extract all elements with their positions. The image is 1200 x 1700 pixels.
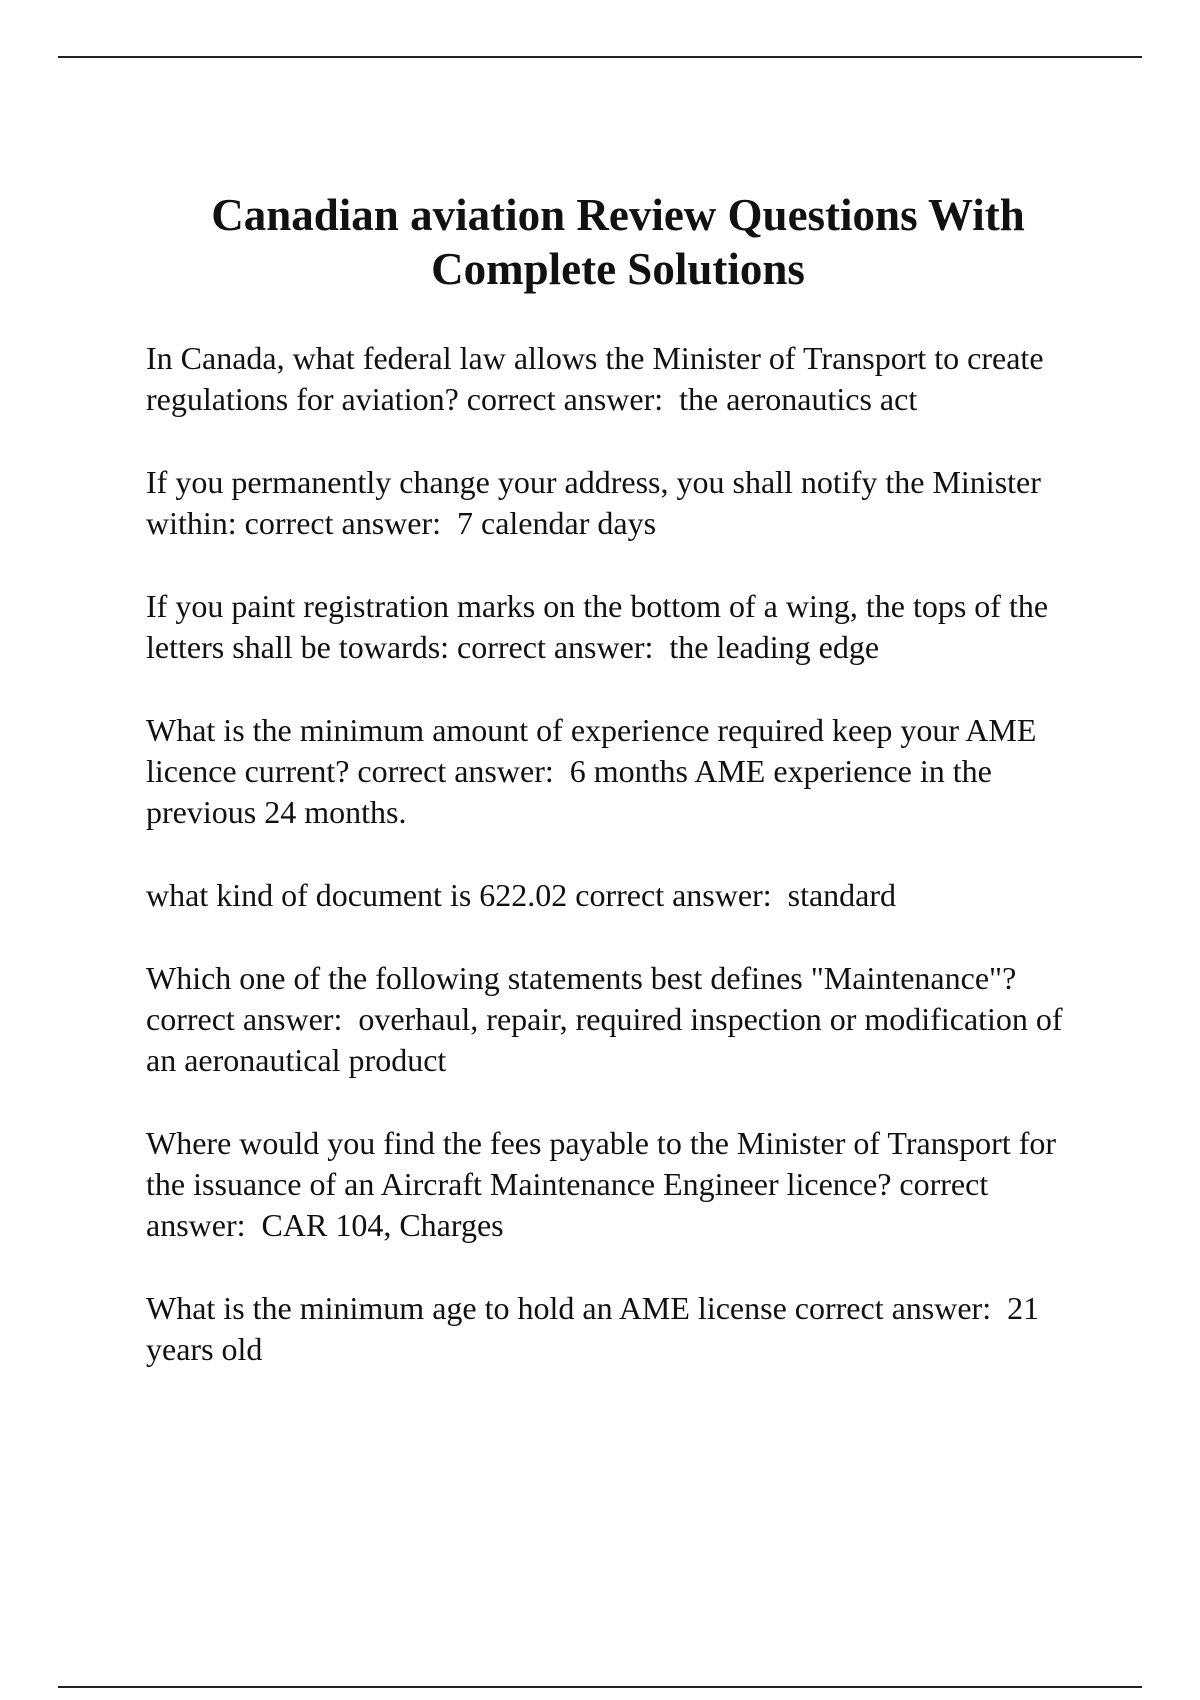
question-text: If you permanently change your address, you shall notify the Minister within: (146, 464, 1041, 541)
answer-text: the leading edge (669, 629, 880, 665)
answer-text: the aeronautics act (679, 381, 918, 417)
answer-text: 21 years old (146, 1290, 1040, 1367)
question-text: What is the minimum age to hold an AME license (146, 1290, 787, 1326)
question-text: what kind of document is 622.02 (146, 877, 568, 913)
answer-marker: correct answer: (146, 1001, 343, 1037)
qa-item-3 (146, 586, 1086, 668)
footer-rule (58, 1686, 1142, 1688)
answer-text: overhaul, repair, required inspection or modification of an aeronautical product (146, 1001, 1063, 1078)
answer-marker: correct answer: (466, 381, 664, 417)
answer-marker: correct answer: (146, 1166, 989, 1243)
question-text: If you paint registration marks on the bottom of a wing, the tops of the letters shall be towards: (146, 588, 1049, 665)
question-text: Where would you find the fees payable to the Minister of Transport for the issuance of an Aircraft Maintenance Engineer licence? (146, 1125, 1057, 1202)
page-title: Canadian aviation Review Questions With Complete Solutions (211, 190, 1025, 294)
answer-marker: correct answer: (357, 753, 554, 789)
answer-text: 6 months AME experience in the previous 24 months. (146, 753, 992, 830)
qa-item-5 (146, 875, 1086, 916)
answer-marker: correct answer: (575, 877, 772, 913)
question-text: Which one of the following statements best defines "Maintenance"? (146, 960, 1017, 996)
question-text: In Canada, what federal law allows the Minister of Transport to create regulations for aviation? (146, 340, 1044, 417)
qa-item-8 (146, 1288, 1086, 1370)
qa-item-1 (146, 338, 1086, 420)
header-rule (58, 56, 1142, 58)
question-text: What is the minimum amount of experience required keep your AME licence current? (146, 712, 1037, 789)
answer-text: 7 calendar days (457, 505, 657, 541)
answer-marker: correct answer: (794, 1290, 992, 1326)
qa-list (146, 338, 1086, 1412)
answer-marker: correct answer: (457, 629, 654, 665)
qa-item-7 (146, 1123, 1086, 1246)
qa-item-2 (146, 462, 1086, 544)
qa-item-4 (146, 710, 1086, 833)
qa-item-6 (146, 958, 1086, 1081)
answer-marker: correct answer: (244, 505, 441, 541)
answer-text: standard (787, 877, 897, 913)
answer-text: CAR 104, Charges (261, 1207, 504, 1243)
